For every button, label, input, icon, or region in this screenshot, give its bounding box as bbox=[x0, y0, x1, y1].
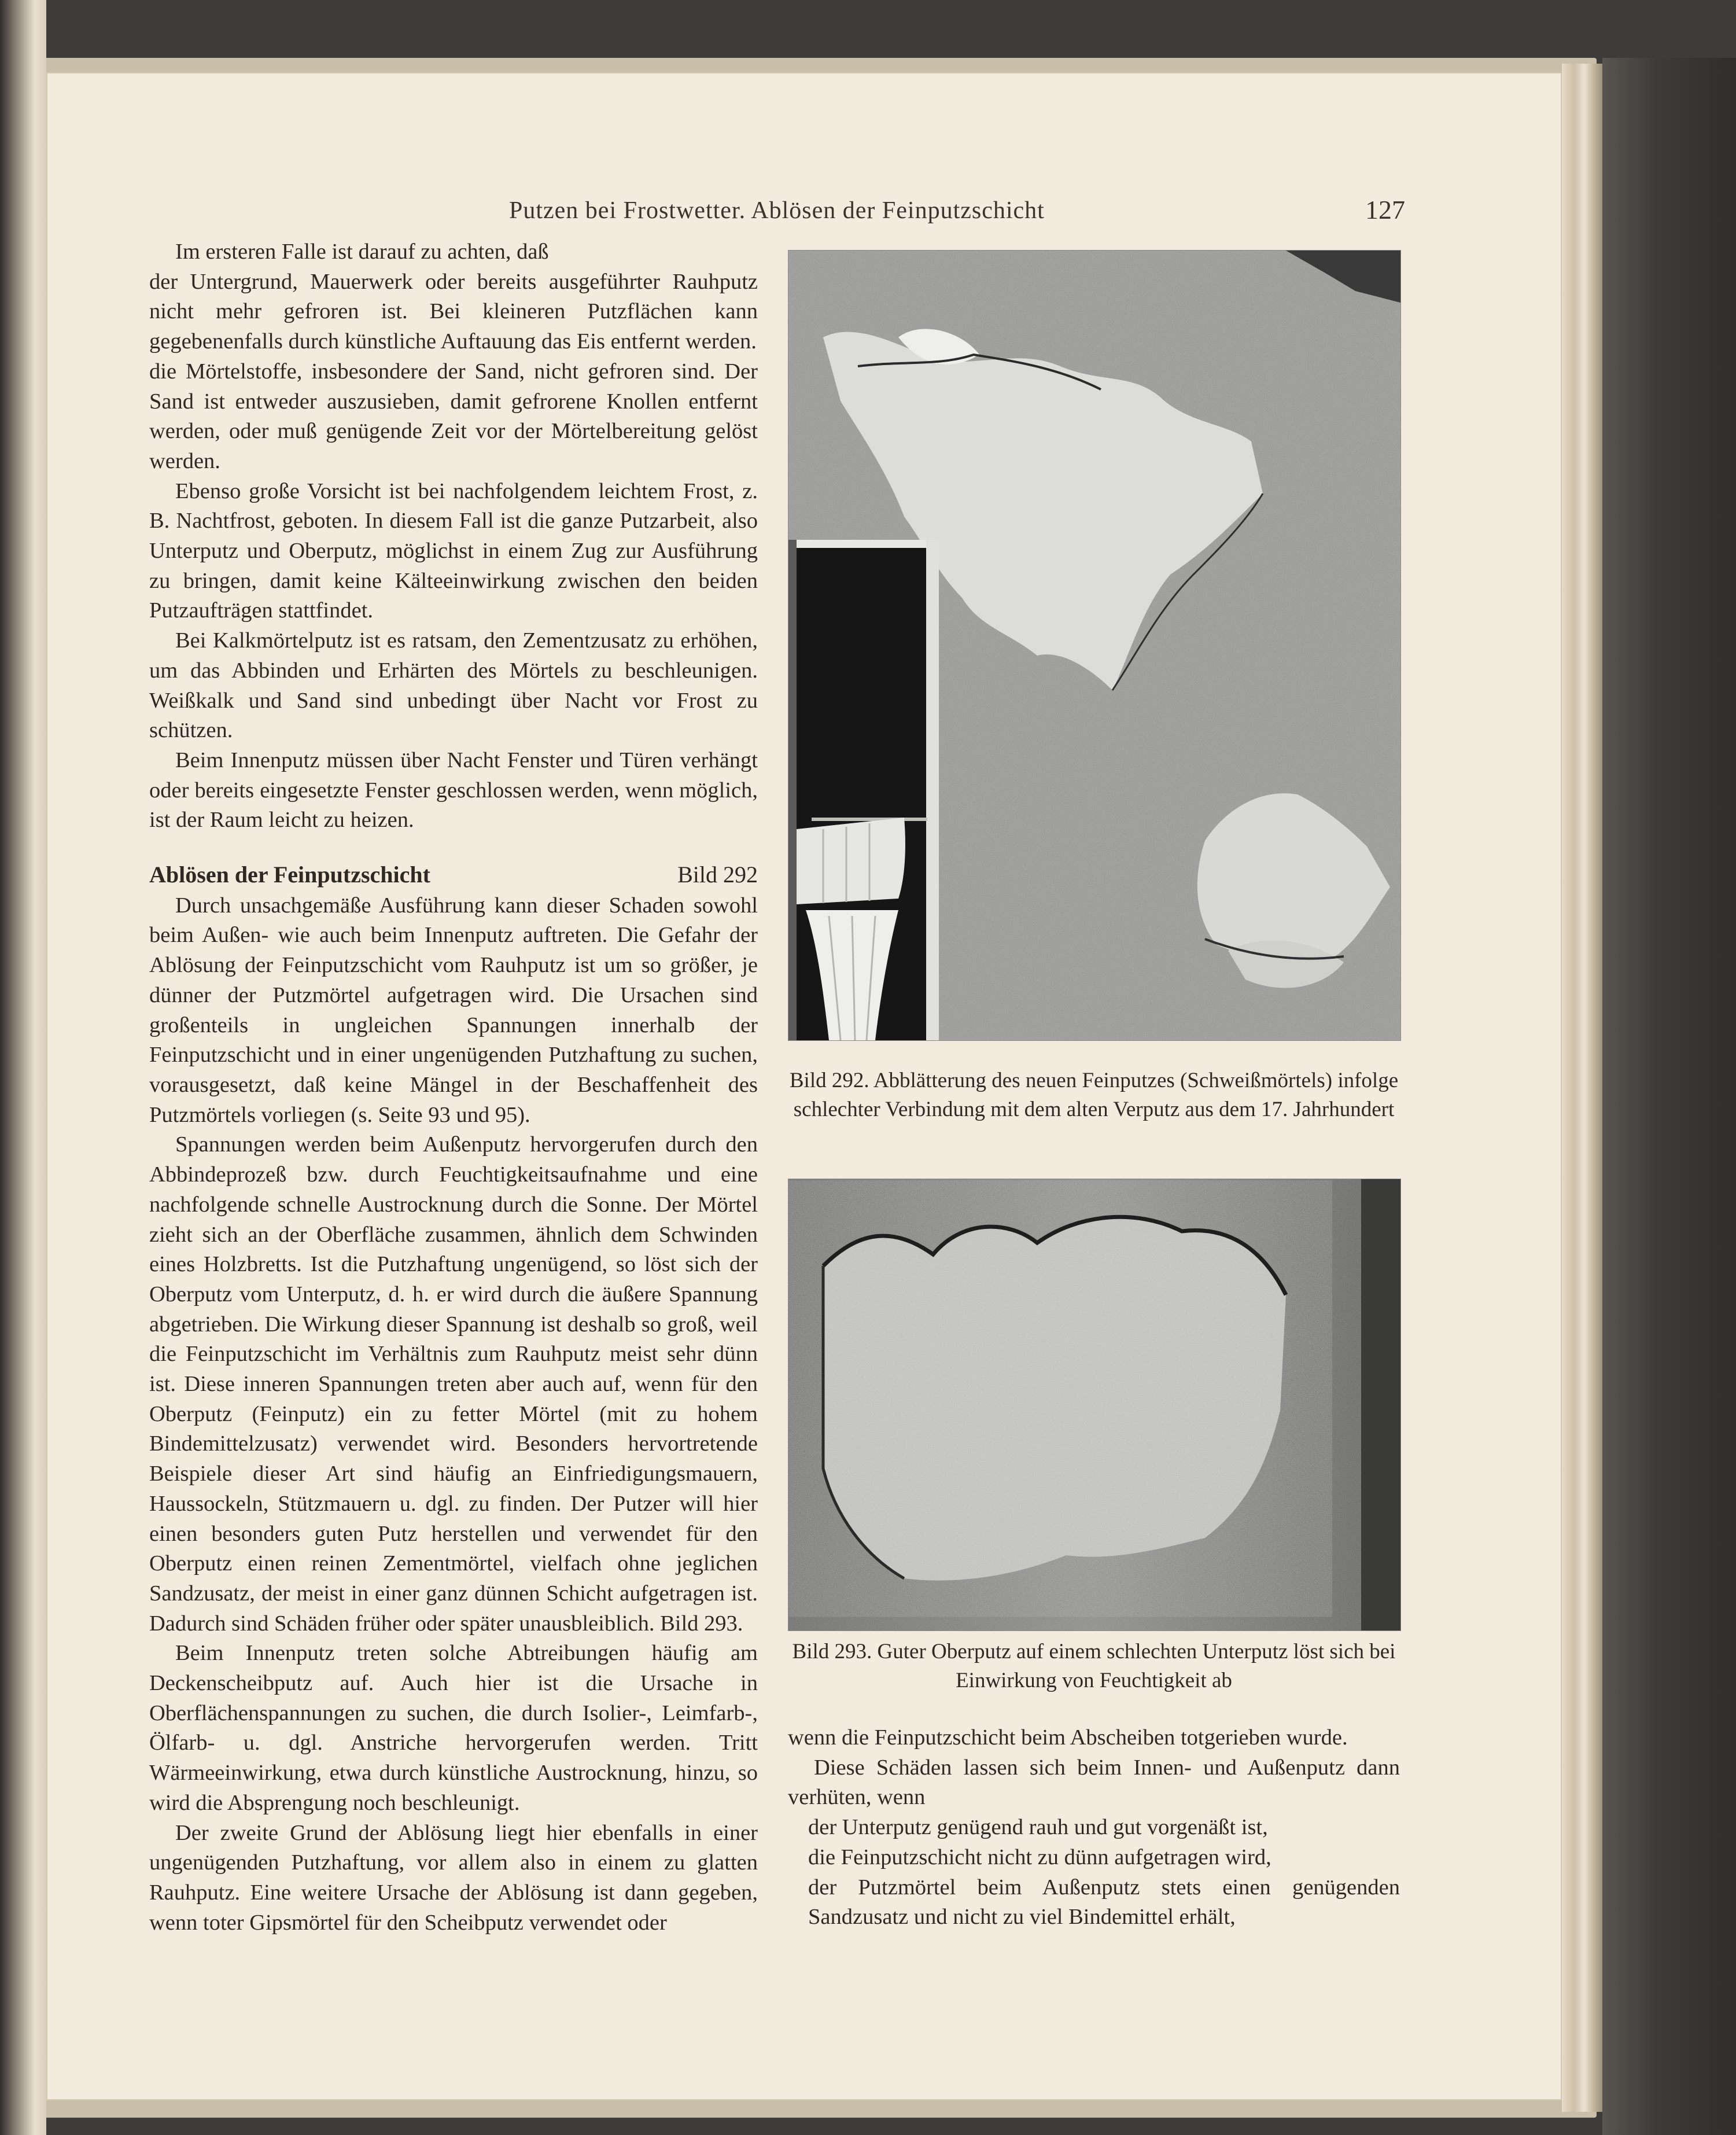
paragraph: Durch unsachgemäße Ausführung kann dieser Schaden sowohl beim Außen- wie auch beim Innenputz auftreten. Die Gefahr der Ablösung der Feinputzschicht vom Rauhputz ist um so größer, je dünner der Putzmörtel aufgetragen wird. Die Ursachen sind großenteils in ungleichen Spannungen innerhalb der Feinputzschicht und in einer ungenügenden Putzhaftung zu suchen, vorausgesetzt, daß keine Mängel in der Beschaffenheit des Putzmörtels vorliegen (s. Seite 93 und 95). bbox=[149, 893, 758, 1127]
list-item: der Unterputz genügend rauh und gut vorgenäßt ist, bbox=[808, 1815, 1268, 1840]
section-title: Ablösen der Feinputzschicht bbox=[149, 862, 430, 888]
list-item: der Putzmörtel beim Außenputz stets einen genügenden Sandzusatz und nicht zu viel Bindemittel erhält, bbox=[808, 1875, 1400, 1930]
section-figure-ref: Bild 292 bbox=[677, 862, 758, 888]
figure-293-caption: Bild 293. Guter Oberputz auf einem schlechten Unterputz löst sich bei Einwirkung von Feuchtigkeit ab bbox=[792, 1640, 1396, 1692]
paragraph: wenn die Feinputzschicht beim Abscheiben totgerieben wurde. bbox=[788, 1725, 1348, 1750]
paragraph: Bei Kalkmörtelputz ist es ratsam, den Zementzusatz zu erhöhen, um das Abbinden und Erhärten des Mörtels zu beschleunigen. Weißkalk und Sand sind unbedingt über Nacht vor Frost zu schützen. bbox=[149, 628, 758, 743]
figure-292-photo bbox=[788, 250, 1401, 1041]
paragraph: Der zweite Grund der Ablösung liegt hier ebenfalls in einer ungenügenden Putzhaftung, vor allem also in einem zu glatten Rauhputz. Eine weitere Ursache der Ablösung ist dann gegeben, wenn toter Gipsmörtel für den Scheibputz verwendet oder bbox=[149, 1820, 758, 1935]
paragraph: Diese Schäden lassen sich beim Innen- und Außenputz dann verhüten, wenn bbox=[788, 1755, 1400, 1810]
paragraph: Ebenso große Vorsicht ist bei nachfolgendem leichtem Frost, z. B. Nachtfrost, geboten. In diesem Fall ist die ganze Putzarbeit, also Unterputz und Oberputz, möglichst in einem Zug zur Ausführung zu bringen, damit keine Kälteeinwirkung zwischen den beiden Putzaufträgen stattfindet. bbox=[149, 478, 758, 623]
paragraph: Spannungen werden beim Außenputz hervorgerufen durch den Abbindeprozeß bzw. durch Feuchtigkeitsaufnahme und eine nachfolgende schnelle Austrocknung durch die Sonne. Der Mörtel zieht sich an der Oberfläche zusammen, ähnlich dem Schwinden eines Holzbretts. Ist die Putzhaftung ungenügend, so löst sich der Oberputz vom Unterputz, d. h. er wird durch die äußere Spannung abgetrieben. Die Wirkung dieser Spannung ist deshalb so groß, weil die Feinputzschicht im Verhältnis zum Rauhputz meist sehr dünn ist. Diese inneren Spannungen treten aber auch auf, wenn für den Oberputz (Feinputz) ein zu fetter Mörtel (mit zu hohem Bindemittelzusatz) verwendet wird. Besonders hervortretende Beispiele dieser Art sind häufig an Einfriedigungsmauern, Haussockeln, Stützmauern u. dgl. zu finden. Der Putzer will hier einen besonders guten Putz herstellen und verwendet für den Oberputz einen reinen Zementmörtel, vielfach ohne jeglichen Sandzusatz, der meist in einer ganz dünnen Schicht aufgetragen ist. Dadurch sind Schäden früher oder später unausbleiblich. Bild 293. bbox=[149, 1132, 758, 1636]
paragraph: die Mörtelstoffe, insbesondere der Sand, nicht gefroren sind. Der Sand ist entweder auszusieben, damit gefrorene Knollen entfernt werden, oder muß genügende Zeit vor der Mörtelbereitung gelöst werden. bbox=[149, 359, 758, 473]
paragraph: der Untergrund, Mauerwerk oder bereits ausgeführter Rauhputz nicht mehr gefroren ist. Bei kleineren Putzflächen kann gegebenenfalls durch künstliche Auftauung das Eis entfernt werden. bbox=[149, 269, 758, 354]
left-column bbox=[149, 237, 758, 1938]
figure-292-caption: Bild 292. Abblätterung des neuen Feinputzes (Schweißmörtels) infolge schlechter Verbindung mit dem alten Verputz aus dem 17. Jahrhundert bbox=[789, 1069, 1399, 1121]
list-item: die Feinputzschicht nicht zu dünn aufgetragen wird, bbox=[808, 1845, 1271, 1869]
scanner-background bbox=[1602, 58, 1736, 2135]
paragraph: Beim Innenputz müssen über Nacht Fenster und Türen verhängt oder bereits eingesetzte Fenster geschlossen werden, wenn möglich, ist der Raum leicht zu heizen. bbox=[149, 748, 758, 833]
paragraph: Im ersteren Falle ist darauf zu achten, daß bbox=[175, 240, 549, 264]
figure-293-photo bbox=[788, 1179, 1401, 1631]
facing-page-edge bbox=[0, 0, 46, 2135]
section-heading bbox=[149, 860, 758, 890]
page-number: 127 bbox=[1365, 195, 1405, 224]
page-stack-edge bbox=[1562, 64, 1602, 2112]
running-title: Putzen bei Frostwetter. Ablösen der Feinputzschicht bbox=[509, 197, 1045, 224]
right-column-text bbox=[788, 1723, 1400, 1932]
paragraph: Beim Innenputz treten solche Abtreibungen häufig am Deckenscheibputz auf. Auch hier ist die Ursache in Oberflächenspannungen zu suchen, die durch Isolier-, Leimfarb-, Ölfarb- u. dgl. Anstriche hervorgerufen werden. Tritt Wärmeeinwirkung, etwa durch künstliche Austrocknung, hinzu, so wird die Absprengung noch beschleunigt. bbox=[149, 1641, 758, 1815]
